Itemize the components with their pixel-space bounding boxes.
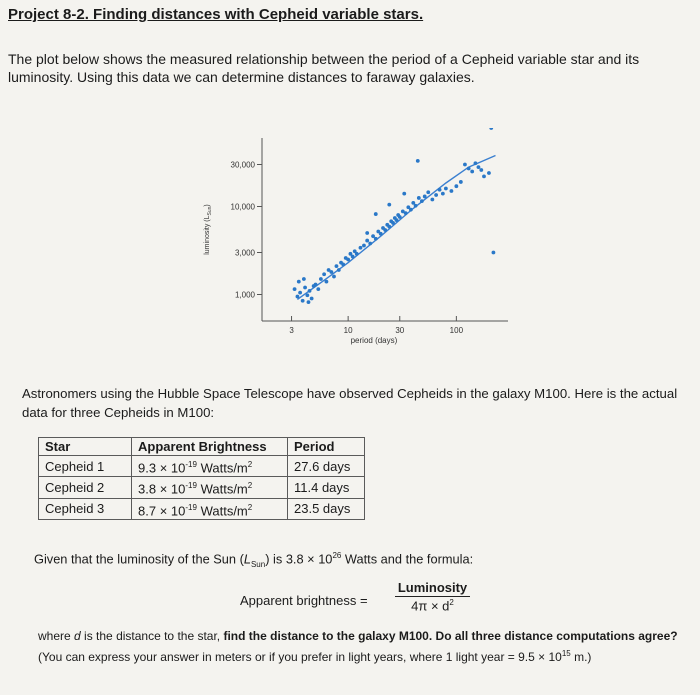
y-tick-label: 30,000 [230,160,255,170]
data-point [296,295,300,299]
data-point [482,174,486,178]
y-tick-label: 1,000 [234,290,255,300]
luminosity-symbol: L [243,551,251,567]
data-point [416,159,420,163]
data-point [444,187,448,191]
data-point [426,190,430,194]
question-text: is the distance to the star, [80,629,224,643]
denominator-text: 4π × d [411,598,450,614]
cepheid-table [38,437,365,520]
header-period: Period [288,438,365,456]
data-point [459,180,463,184]
data-point [398,215,402,219]
question-text: where [38,629,75,643]
data-point [423,195,427,199]
unit-exponent: 2 [247,502,253,512]
header-brightness: Apparent Brightness [132,438,288,456]
y-tick-label: 10,000 [230,202,255,212]
header-star: Star [39,438,132,456]
data-point [325,280,329,284]
data-point [434,193,438,197]
brightness-exponent: -19 [185,481,197,491]
star-brightness [132,456,288,477]
data-point [387,203,391,207]
given-text: Given that the luminosity of the Sun ( [34,551,244,567]
given-sentence [34,551,473,569]
data-point [438,188,442,192]
formula-lhs: Apparent brightness = [240,593,368,608]
data-point [335,264,339,268]
table-row [39,477,365,498]
sun-subscript: Sun [250,559,266,569]
lightyear-exponent: 15 [561,649,571,658]
data-point [479,168,483,172]
data-point [307,300,311,304]
data-point [329,270,333,274]
data-point [383,228,387,232]
given-value: ) is 3.8 × 10 [265,551,333,567]
table-row [39,456,365,477]
unit-exponent: 2 [247,481,253,491]
table-header-row [39,438,365,456]
question-bold-2: Do all three distance computations agree? [435,629,678,643]
data-point [395,218,399,222]
star-brightness [132,477,288,498]
question-text: (You can express your answer in meters or if you prefer in light years, where 1 light year = 9.5 × 10 [38,650,562,664]
data-point [368,242,372,246]
times-sign: × [159,502,168,518]
brightness-mantissa: 3.8 [138,481,157,497]
data-point [314,283,318,287]
data-point [310,297,314,301]
data-point [414,204,418,208]
data-point [337,268,341,272]
brightness-unit: Watts/m [200,502,248,518]
data-point [341,262,345,266]
data-point [374,212,378,216]
data-point [359,246,363,250]
data-point [365,239,369,243]
question-paragraph [38,627,688,666]
question-bold-1: find the distance to the galaxy M100. [223,629,433,643]
data-point [450,189,454,193]
data-point [303,286,307,290]
data-point [302,277,306,281]
data-point [430,198,434,202]
brightness-unit: Watts/m [200,460,248,476]
star-period: 27.6 days [288,456,365,477]
brightness-exponent: -19 [185,460,197,469]
x-tick-label: 3 [289,326,294,335]
data-point [391,221,395,225]
brightness-base: 10 [170,460,186,476]
unit-exponent: 2 [247,460,253,469]
trend-line [297,156,495,300]
star-period: 11.4 days [288,477,365,498]
star-name: Cepheid 2 [39,477,132,498]
data-point [402,192,406,196]
data-point [487,171,491,175]
hubble-paragraph: Astronomers using the Hubble Space Telescope have observed Cepheids in the galaxy M100. Here is the actual data for three Cepheids in M100: [22,386,678,420]
brightness-unit: Watts/m [200,481,248,497]
y-axis-label: luminosity $(L_{Sun})$ [204,204,213,255]
data-point [332,275,336,279]
data-point [441,192,445,196]
distance-symbol: d [74,629,81,643]
data-point [492,251,496,255]
times-sign: × [159,481,168,497]
data-point [470,170,474,174]
times-sign: × [159,460,168,476]
data-point [477,165,481,169]
period-luminosity-chart [190,128,520,368]
given-exponent: 26 [332,551,342,560]
x-tick-label: 100 [449,326,464,335]
star-name: Cepheid 1 [39,456,132,477]
data-point [489,128,493,130]
data-point [474,161,478,165]
brightness-base: 10 [170,481,186,497]
data-point [293,287,297,291]
data-point [387,225,391,229]
data-point [454,184,458,188]
data-point [322,272,326,276]
data-point [297,280,301,284]
data-point [305,293,309,297]
data-point [404,211,408,215]
x-tick-label: 10 [343,326,353,335]
data-point [355,252,359,256]
data-point [319,277,323,281]
question-text: m.) [570,650,592,664]
brightness-mantissa: 8.7 [138,502,157,518]
intro-paragraph: The plot below shows the measured relationship between the period of a Cepheid variable star and its luminosity. Using this data we can determine distances to faraway galaxies. [8,51,640,85]
brightness-mantissa: 9.3 [138,460,157,476]
data-point [467,167,471,171]
given-end: Watts and the formula: [341,551,474,567]
data-point [374,237,378,241]
table-row [39,498,365,519]
star-brightness [132,498,288,519]
data-point [362,244,366,248]
y-tick-label: 3,000 [234,248,255,258]
x-tick-label: 30 [395,326,405,335]
data-point [346,258,350,262]
formula-fraction [395,580,470,613]
data-point [351,255,355,259]
page-title: Project 8-2. Finding distances with Cepheid variable stars. [8,6,424,23]
star-period: 23.5 days [288,498,365,519]
data-point [417,196,421,200]
data-point [409,208,413,212]
brightness-base: 10 [170,502,186,518]
star-name: Cepheid 3 [39,498,132,519]
data-point [298,291,302,295]
x-axis-label: period (days) [350,336,398,345]
brightness-exponent: -19 [185,502,197,512]
data-point [379,232,383,236]
data-point [463,163,467,167]
data-point [365,231,369,235]
formula-numerator: Luminosity [395,580,470,597]
data-point [308,289,312,293]
denominator-exponent: 2 [449,598,454,607]
data-point [301,299,305,303]
formula-denominator [395,597,470,613]
data-point [420,199,424,203]
data-point [316,287,320,291]
